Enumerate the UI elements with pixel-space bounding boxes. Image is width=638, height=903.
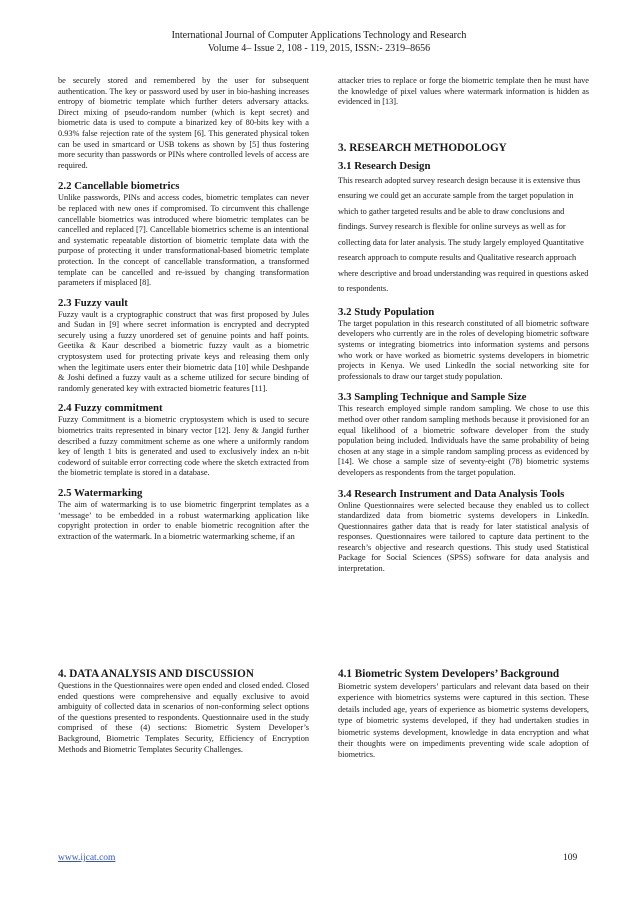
- heading-data-analysis: 4. DATA ANALYSIS AND DISCUSSION: [58, 668, 254, 680]
- paragraph-cancellable-biometrics: Unlike passwords, PINs and access codes, biometric templates can never be replaced with new ones if compromised. To circumvent this challenge cancellable biometrics was introduced where biometric templates can be cancelled and replaced [7]. Cancellable biometrics scheme is an intentional and systematic repeatable distortion of biometric template data with the purpose of protecting it under transformational-based biometric template protection. In the concept of cancellable transformation, a transformed template can be cancelled and re-issued by changing transformation parameters if misplaced [8].: [58, 193, 309, 288]
- heading-study-population: 3.2 Study Population: [338, 305, 435, 318]
- heading-research-instrument: 3.4 Research Instrument and Data Analysis Tools: [338, 487, 565, 500]
- footer-url-link[interactable]: www.ijcat.com: [58, 853, 116, 863]
- right-column-top: [338, 76, 589, 575]
- left-column-top: [58, 76, 309, 542]
- paragraph-research-design: This research adopted survey research design because it is extensive thus ensuring we could get an accurate sample from the target population in which to gather targeted results and be able to draw conclusions and findings. Survey research is flexible for online surveys as well as for collecting data for later analysis. The study largely employed Quantitative research approach to compute results and Qualitative research approach where descriptive and broad understanding was required in questions asked to respondents.: [338, 175, 589, 294]
- paragraph-developers-background: Biometric system developers’ particulars and relevant data based on their experience with biometrics systems were captured in this section. These details included age, years of experience as biometric systems developers, type of biometric systems developed, if they had undertaken studies in biometric systems development, knowledge in data encryption and what their thoughts were on impediments preventing wide scale adoption of biometrics.: [338, 682, 589, 760]
- page-header: [0, 29, 638, 55]
- paragraph-fuzzy-vault: Fuzzy vault is a cryptographic construct that was first proposed by Jules and Sudan in [9] where secret information is encrypted and decrypted securely using a fuzzy unordered set of genuine points and haff points. Geetika & Kaur described a biometric fuzzy vault as a biometric cryptosystem used for protecting private keys and releasing them only when the legitimate users enter their biometric data [10] while Deshpande & Joshi defined a fuzzy vault as a scheme utilized for secure binding of randomly generated key with extracted biometric features [11].: [58, 309, 309, 393]
- paragraph-data-analysis: Questions in the Questionnaires were open ended and closed ended. Closed ended questions were comprehensive and equally exclusive to avoid ambiguity of collected data in scenarios of non-conforming select options of the questions presented to respondents. Questionnaire used in the study comprised of these (4) sections: Biometric System Developer’s Background, Biometric Templates Security, Efficiency of Encryption Methods and Biometric Templates Security Challenges.: [58, 681, 309, 754]
- heading-cancellable-biometrics: 2.2 Cancellable biometrics: [58, 180, 180, 193]
- paragraph-fuzzy-commitment: Fuzzy Commitment is a biometric cryptosystem which is used to secure biometrics traits represented in binary vector [12]. Jeny & Jangid further described a fuzzy commitment scheme as one where a uniformly random key of length 1 bits is generated and used to exclusively index an n-bit codeword of suitable error correcting code where the sketch extracted from the biometric template is stored in a database.: [58, 415, 309, 478]
- journal-title: International Journal of Computer Applications Technology and Research: [171, 30, 467, 41]
- left-column-bottom: [58, 668, 309, 755]
- journal-volume: Volume 4– Issue 2, 108 - 119, 2015, ISSN:- 2319–8656: [207, 43, 431, 54]
- paragraph-study-population: The target population in this research constituted of all biometric software developers who currently are in the roles of developing biometric software systems or integrating biometrics into information systems and persons who work or have worked as biometric systems developers in biometric projects in Kenya. We used LinkedIn the social networking site for professionals to draw our target study population.: [338, 318, 589, 381]
- heading-sampling-technique: 3.3 Sampling Technique and Sample Size: [338, 391, 527, 404]
- heading-research-methodology: 3. RESEARCH METHODOLOGY: [338, 141, 507, 154]
- heading-fuzzy-vault: 2.3 Fuzzy vault: [58, 296, 128, 309]
- paragraph-watermarking: The aim of watermarking is to use biometric fingerprint templates as a ‘message’ to be embedded in a robust watermarking application like copyright protection in order to enable biometric recognition after the extraction of the watermark. In a biometric watermarking scheme, if an: [58, 500, 309, 541]
- paragraph-sampling-technique: This research employed simple random sampling. We chose to use this method over other random sampling methods because it provisioned for an equal likelihood of a biometric software developer from the study population being included. Individuals have the same probability of being chosen at any stage in a simple random sampling process as evidenced by [14]. We chose a sample size of seventy-eight (78) biometric systems developers as respondents from the target population.: [338, 404, 589, 477]
- right-column-bottom: [338, 668, 589, 761]
- paragraph-intro-left: be securely stored and remembered by the user for subsequent authentication. The key or password used by user in bio-hashing increases entropy of biometric template which further deters adversary attacks. Direct mixing of pseudo-random number (which is kept secret) and biometric data is used to compute a binarized key of 80-bits key with a 0.93% false rejection rate of the system [6]. This generated physical token can be used in smartcard or USB tokens as shown by [5] thus fostering more security than passwords or PINs where controlled levels of access are required.: [58, 76, 309, 170]
- paragraph-intro-right: attacker tries to replace or forge the biometric template then he must have the knowledge of pixel values where watermark information is hidden as evidenced in [13].: [338, 76, 589, 107]
- heading-research-design: 3.1 Research Design: [338, 159, 431, 172]
- heading-developers-background: 4.1 Biometric System Developers’ Background: [338, 668, 560, 680]
- paragraph-research-instrument: Online Questionnaires were selected because they enabled us to collect standardized data from biometric systems developers in LinkedIn. Questionnaires gather data that is ready for later statistical analysis of responses. Questionnaires were tailored to capture data pertinent to the research’s objective and research questions. This study used Statistical Package for Social Sciences (SPSS) software for data analysis and interpretation.: [338, 500, 589, 574]
- heading-watermarking: 2.5 Watermarking: [58, 487, 143, 499]
- heading-fuzzy-commitment: 2.4 Fuzzy commitment: [58, 402, 163, 415]
- page-number: 109: [563, 853, 578, 863]
